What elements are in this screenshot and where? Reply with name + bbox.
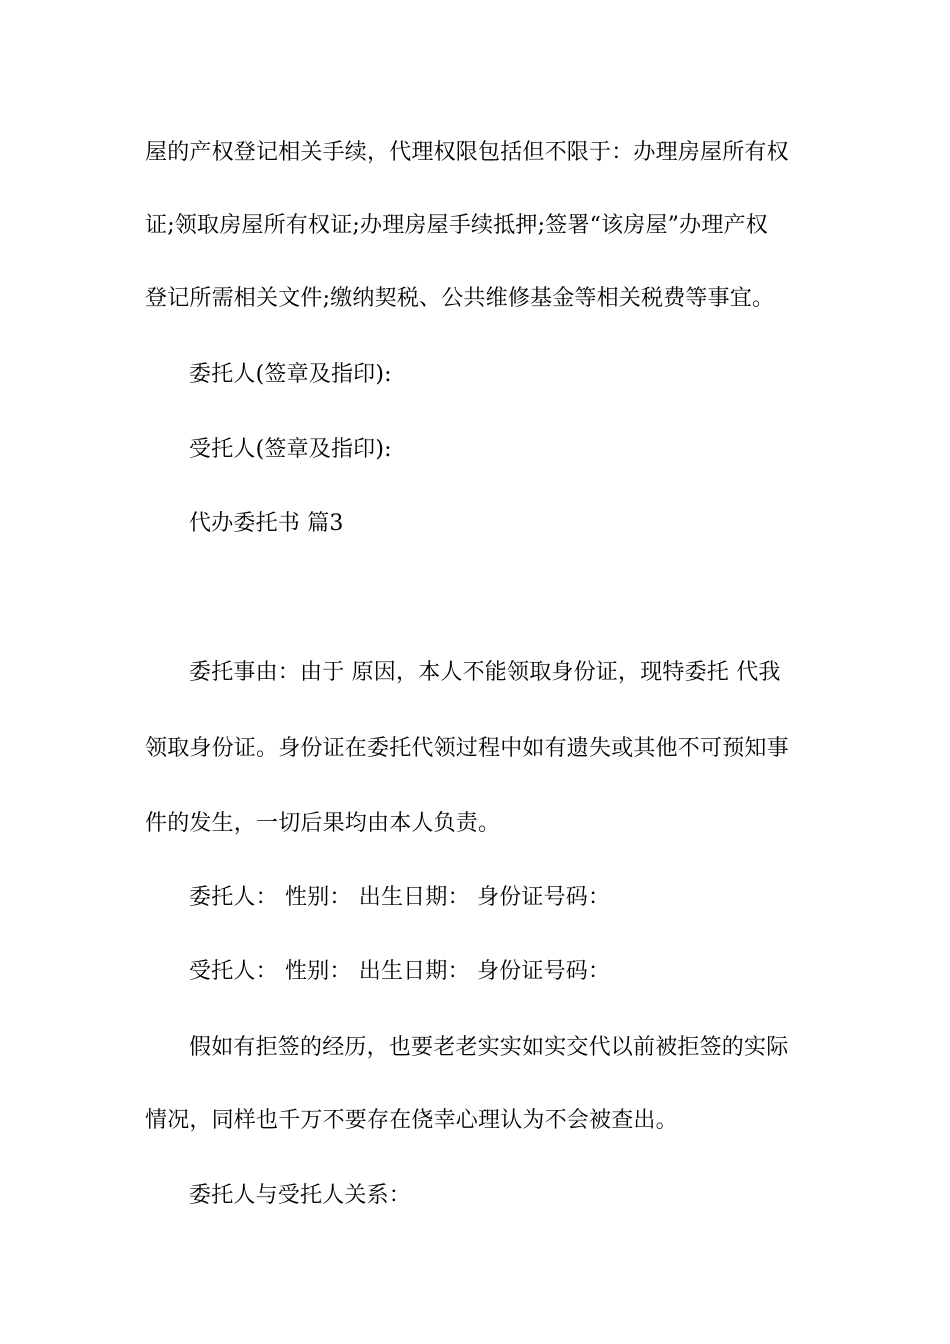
paragraph3-line2: 情况，同样也千万不要存在侥幸心理认为不会被查出。 bbox=[145, 1108, 678, 1133]
principal-info-line: 委托人： 性别： 出生日期： 身份证号码： bbox=[189, 885, 611, 910]
paragraph2-line3: 件的发生，一切后果均由本人负责。 bbox=[145, 811, 501, 836]
section-heading: 代办委托书 篇3 bbox=[189, 511, 344, 536]
paragraph3-line1: 假如有拒签的经历，也要老老实实如实交代以前被拒签的实际 bbox=[189, 1035, 789, 1060]
paragraph2-line1: 委托事由：由于 原因，本人不能领取身份证，现特委托 代我 bbox=[189, 660, 781, 685]
relationship-label: 委托人与受托人关系： bbox=[189, 1183, 412, 1208]
agent-signature-line: 受托人(签章及指印): bbox=[189, 437, 392, 462]
paragraph1-line1: 屋的产权登记相关手续，代理权限包括但不限于：办理房屋所有权 bbox=[145, 140, 789, 165]
paragraph2-line2: 领取身份证。身份证在委托代领过程中如有遗失或其他不可预知事 bbox=[145, 736, 789, 761]
paragraph1-line2: 证;领取房屋所有权证;办理房屋手续抵押;签署“该房屋”办理产权 bbox=[145, 213, 768, 238]
principal-signature-line: 委托人(签章及指印): bbox=[189, 362, 392, 387]
agent-info-line: 受托人： 性别： 出生日期： 身份证号码： bbox=[189, 959, 611, 984]
paragraph1-line3: 登记所需相关文件;缴纳契税、公共维修基金等相关税费等事宜。 bbox=[145, 286, 775, 311]
